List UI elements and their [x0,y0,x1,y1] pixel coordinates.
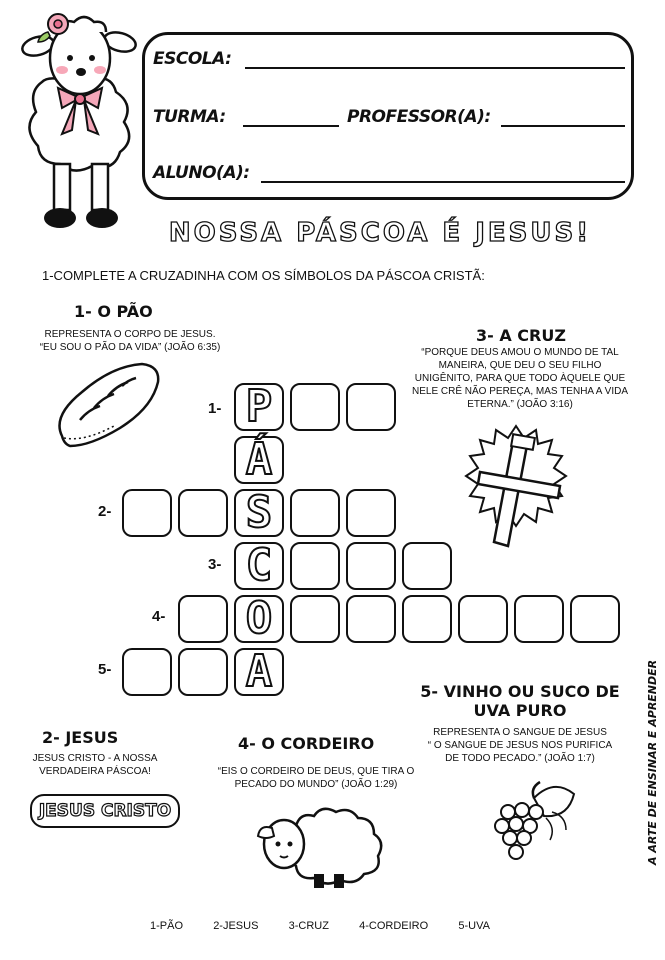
cruz-text: “PORQUE DEUS AMOU O MUNDO DE TAL MANEIRA, QUE DEU O SEU FILHO UNIGÊNITO, PARA QUE TODO ÀQUELE QUE NELE CRÊ NÃO PEREÇA, MAS TENHA A VIDA ETERNA.” (JOÃO 3:16) [412,347,628,410]
cordeiro-title: 4- O CORDEIRO [238,734,375,753]
crossword-cell[interactable] [178,648,228,696]
professor-label: PROFESSOR(A): [347,107,491,127]
clue-number-1: 1- [208,400,222,417]
clue-number-3: 3- [208,556,222,573]
pao-text: REPRESENTA O CORPO DE JESUS. “EU SOU O PÃO DA VIDA” (JOÃO 6:35) [39,329,221,353]
turma-label: TURMA: [153,107,226,127]
aluno-label: ALUNO(A): [153,163,250,183]
pao-title: 1- O PÃO [74,302,153,321]
jesus-cristo-art-text: JESUS CRISTO [38,801,172,821]
aluno-field[interactable] [261,181,625,183]
jesus-cristo-art [30,794,180,828]
crossword-cell[interactable] [570,595,620,643]
lamb-mascot-illustration [14,2,144,234]
crossword-cell[interactable] [290,542,340,590]
grapes-icon [486,778,582,874]
clue-number-2: 2- [98,503,112,520]
crossword-cell[interactable] [346,489,396,537]
cordeiro-text: “EIS O CORDEIRO DE DEUS, QUE TIRA O PECADO DO MUNDO” (JOÃO 1:29) [217,766,415,790]
crossword-cell[interactable] [458,595,508,643]
answer-bank-item: 5-UVA [458,920,490,932]
cruz-title: 3- A CRUZ [476,326,566,345]
crossword-cell[interactable] [122,489,172,537]
turma-field[interactable] [243,125,339,127]
instruction-text: 1-COMPLETE A CRUZADINHA COM OS SÍMBOLOS DA PÁSCOA CRISTÃ: [42,268,485,283]
jesus-title: 2- JESUS [42,728,119,747]
escola-label: ESCOLA: [153,49,232,69]
crossword-cell[interactable] [514,595,564,643]
clue-number-5: 5- [98,661,112,678]
crossword-cell[interactable] [402,595,452,643]
cross-icon [456,420,582,550]
crossword-cell[interactable] [346,542,396,590]
answer-bank-item: 3-CRUZ [288,920,329,932]
crossword-cell[interactable] [402,542,452,590]
crossword-letter-a: A [245,646,273,697]
jesus-text: JESUS CRISTO - A NOSSA VERDADEIRA PÁSCOA! [32,753,158,777]
professor-field[interactable] [501,125,625,127]
clue-number-4: 4- [152,608,166,625]
answer-bank-item: 4-CORDEIRO [359,920,429,932]
crossword-cell[interactable] [178,595,228,643]
crossword-cell[interactable] [290,595,340,643]
student-info-form [142,32,634,200]
answer-bank-item: 1-PÃO [150,920,184,932]
crossword-letter-a-accent: Á [245,434,273,485]
crossword-cell[interactable] [346,383,396,431]
page-title: NOSSA PÁSCOA É JESUS! [168,218,592,248]
lamb-icon [256,798,394,892]
side-credit-text: A ARTE DE ENSINAR E APRENDER [646,659,659,865]
crossword-letter-c: C [245,540,273,591]
crossword-cell[interactable] [122,648,172,696]
crossword-letter-s: S [245,487,273,538]
crossword-cell[interactable] [346,595,396,643]
bread-icon [52,360,162,452]
crossword-letter-p: P [245,381,273,432]
answer-bank [150,920,490,932]
vinho-text: REPRESENTA O SANGUE DE JESUS “ O SANGUE DE JESUS NOS PURIFICA DE TODO PECADO.” (JOÃO 1:7) [427,727,613,764]
vinho-title: 5- VINHO OU SUCO DE UVA PURO [420,682,620,720]
answer-bank-item: 2-JESUS [213,920,259,932]
crossword-letter-o: O [245,593,273,644]
crossword-cell[interactable] [290,489,340,537]
crossword-cell[interactable] [178,489,228,537]
crossword-cell[interactable] [290,383,340,431]
escola-field[interactable] [245,67,625,69]
